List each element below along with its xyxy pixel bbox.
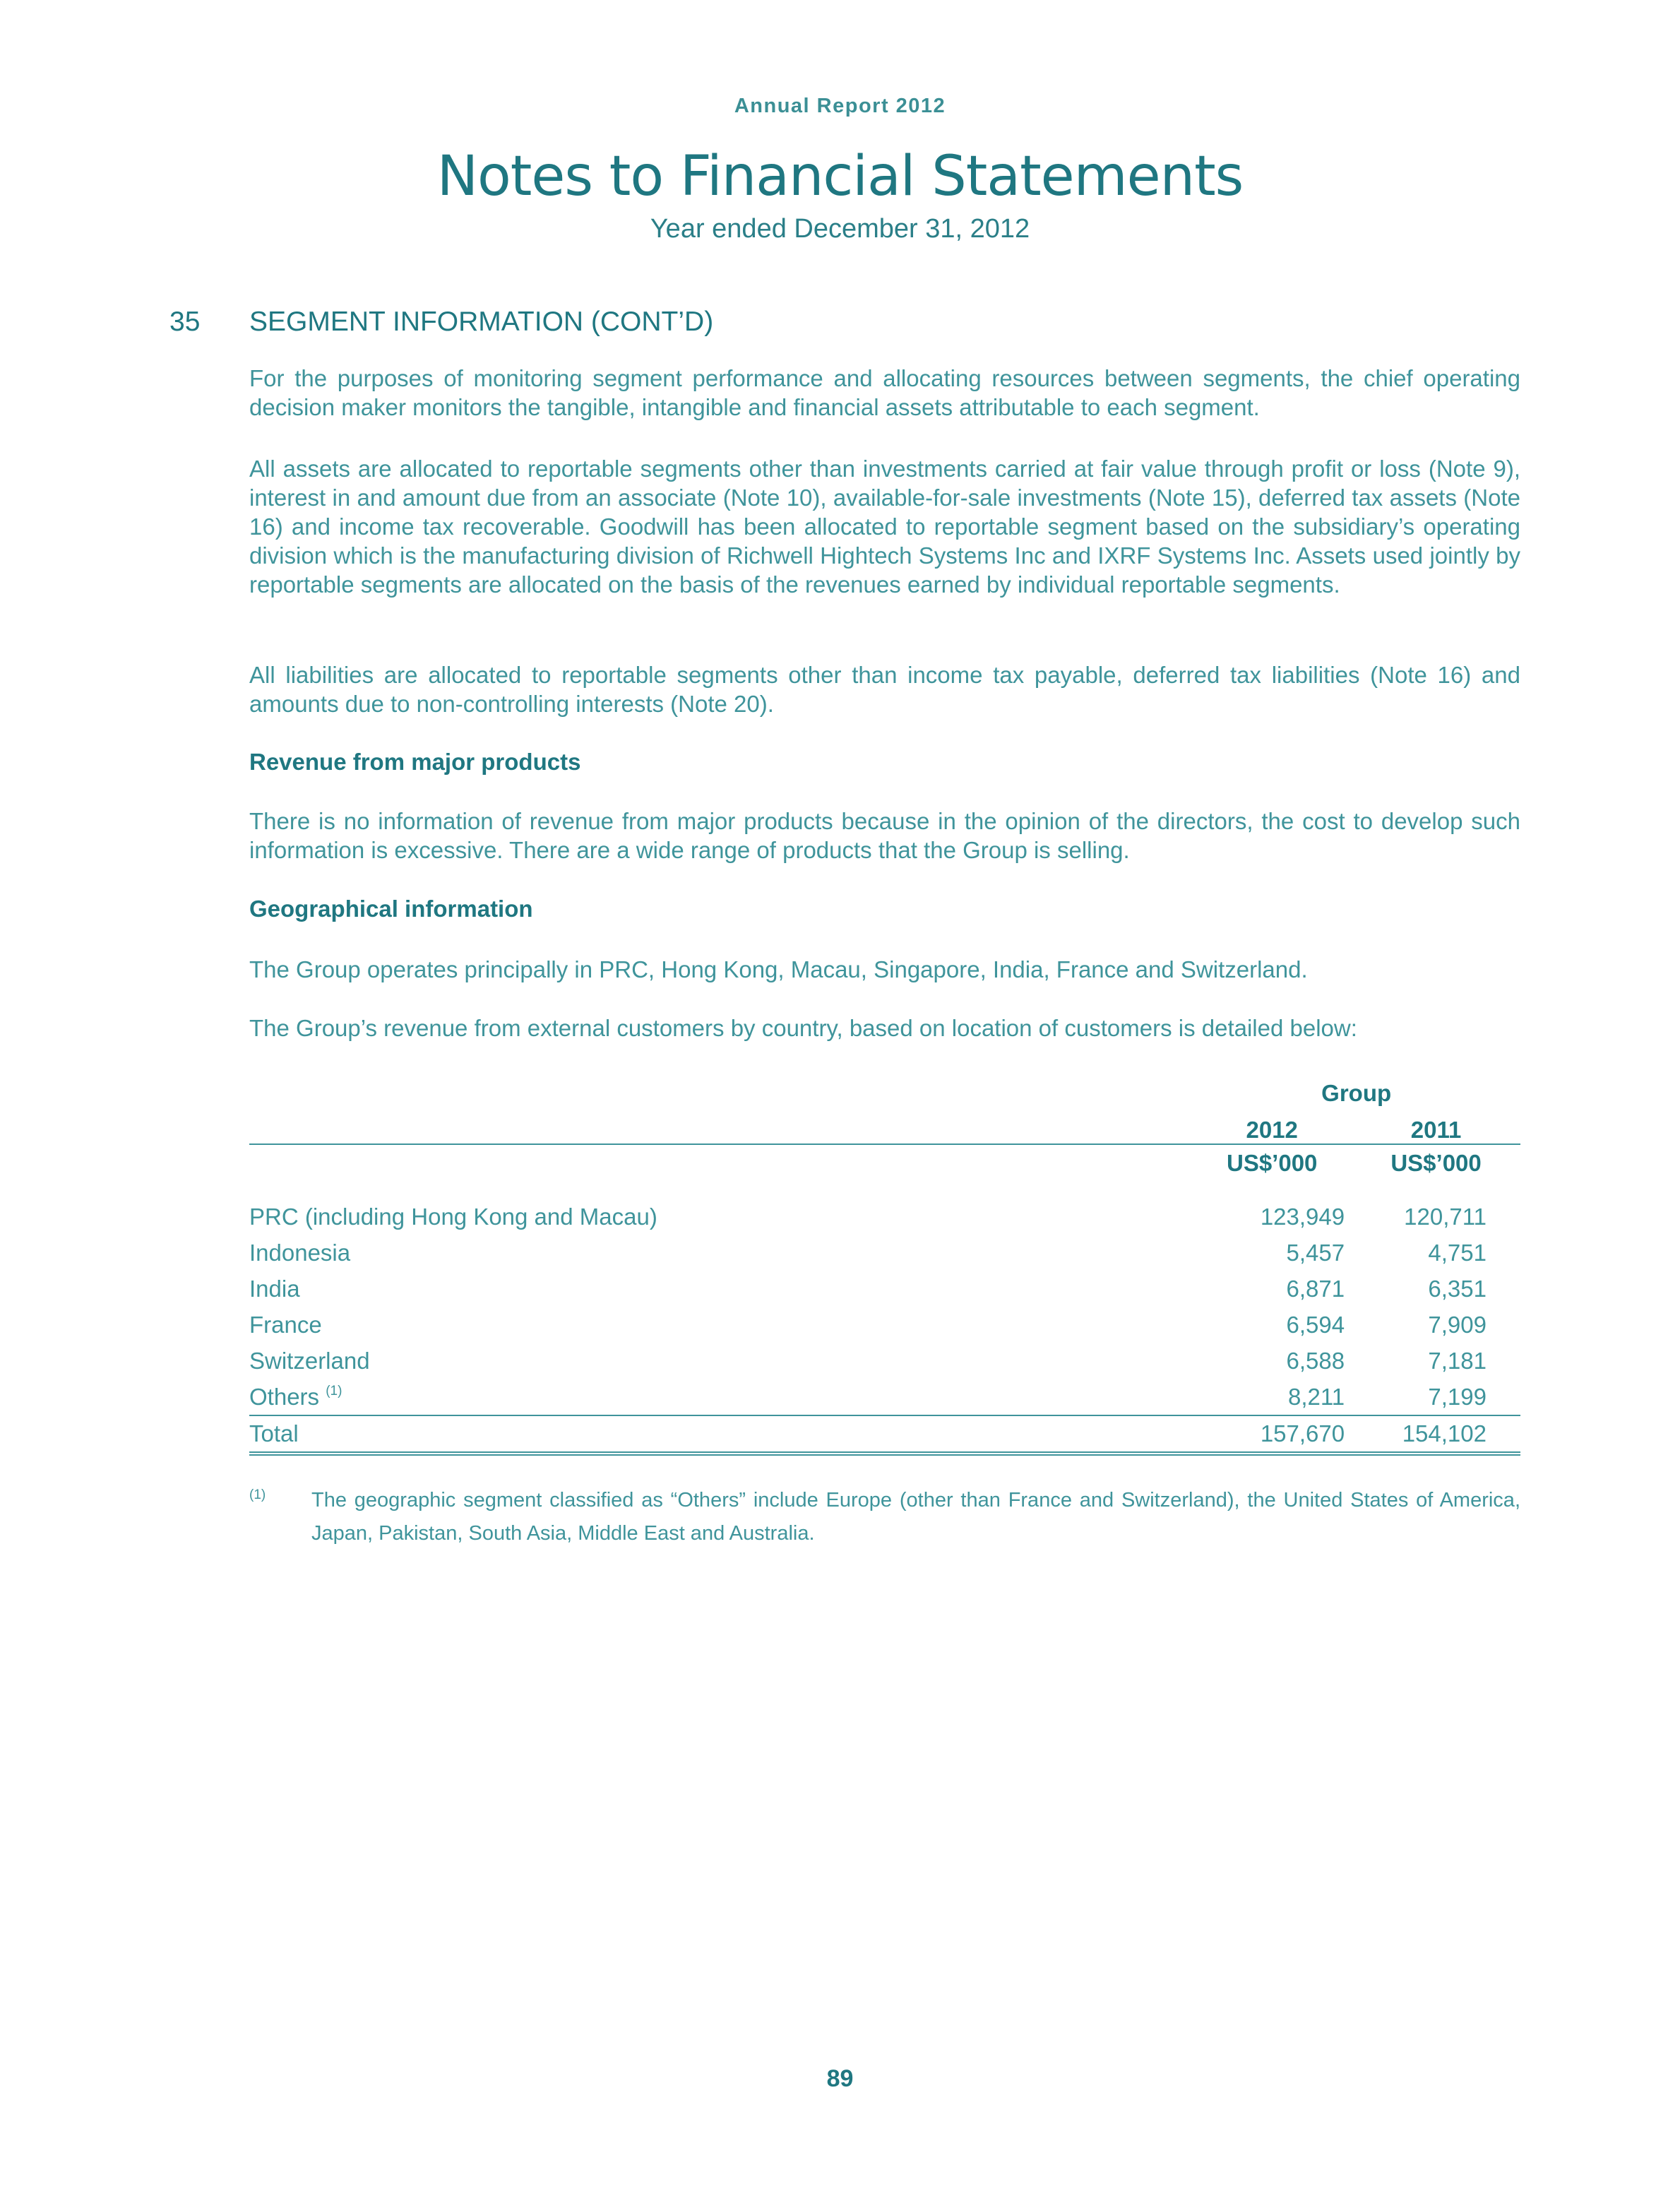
total-label: Total <box>249 1415 1192 1454</box>
row-value-2012: 123,949 <box>1260 1203 1345 1230</box>
row-value-2011: 7,199 <box>1352 1379 1520 1415</box>
row-label: Indonesia <box>249 1239 351 1266</box>
row-value-2012: 8,211 <box>1192 1379 1352 1415</box>
row-value-2012: 6,594 <box>1286 1311 1345 1338</box>
table-row <box>249 1271 1520 1307</box>
paragraph-revenue-major-products: There is no information of revenue from major products because in the opinion of the directors, the cost to develop such information is excessive. There are a wide range of products that the Group is selling. <box>249 808 1520 863</box>
total-value-2011: 154,102 <box>1352 1415 1520 1454</box>
table-spacer <box>249 1182 1520 1199</box>
page-title: Notes to Financial Statements <box>436 145 1244 208</box>
heading-revenue-major-products: Revenue from major products <box>249 749 581 775</box>
row-label-others <box>249 1379 1192 1415</box>
row-label: Switzerland <box>249 1347 370 1374</box>
row-value-2011: 6,351 <box>1428 1275 1487 1302</box>
table-row <box>249 1199 1520 1235</box>
geographical-revenue-table <box>249 1070 1520 1456</box>
table-header-unit-row <box>249 1145 1520 1182</box>
paragraph-assets: All assets are allocated to reportable segments other than investments carried at fair value through profit or loss (Note 9), interest in and amount due from an associate (Note 10), available-for-sale investments (Note 15), deferred tax assets (Note 16) and income tax recoverable. Goodwill has been allocated to reportable segment based on the subsidiary’s operating division which is the manufacturing division of Richwell Hightech Systems Inc and IXRF Systems Inc. Assets used jointly by reportable segments are allocated on the basis of the revenues earned by individual reportable segments. <box>249 456 1520 598</box>
year-header-2011: 2011 <box>1410 1117 1462 1143</box>
section-number: 35 <box>169 307 201 337</box>
paragraph-operations: The Group operates principally in PRC, Hong Kong, Macau, Singapore, India, France and Switzerland. <box>249 956 1308 982</box>
footnote-mark: (1) <box>249 1487 266 1502</box>
row-label: PRC (including Hong Kong and Macau) <box>249 1203 657 1230</box>
row-value-2012: 6,588 <box>1286 1347 1345 1374</box>
table-header-group-row <box>249 1070 1520 1107</box>
table-row <box>249 1235 1520 1271</box>
page-subtitle: Year ended December 31, 2012 <box>650 214 1030 244</box>
table-row <box>249 1343 1520 1379</box>
report-label: Annual Report 2012 <box>734 95 946 117</box>
footnote-text: The geographic segment classified as “Others” include Europe (other than France and Switzerland), the United States of America, Japan, Pakistan, South Asia, Middle East and Australia. <box>311 1489 1520 1545</box>
heading-geographical-information: Geographical information <box>249 896 533 922</box>
page-number: 89 <box>826 2065 854 2092</box>
paragraph-monitoring: For the purposes of monitoring segment performance and allocating resources between segments, the chief operating decision maker monitors the tangible, intangible and financial assets attributable to each segment. <box>249 365 1520 420</box>
row-label: France <box>249 1311 322 1338</box>
table-row <box>249 1379 1520 1415</box>
unit-header-2011: US$’000 <box>1390 1150 1482 1176</box>
row-label: Others <box>249 1383 320 1410</box>
row-value-2011: 120,711 <box>1404 1203 1487 1230</box>
row-label: India <box>249 1275 300 1302</box>
year-header-2012: 2012 <box>1246 1117 1298 1143</box>
total-value-2012: 157,670 <box>1192 1415 1352 1454</box>
table-header-year-row <box>249 1107 1520 1144</box>
group-header: Group <box>1321 1080 1392 1106</box>
paragraph-revenue-by-country: The Group’s revenue from external customers by country, based on location of customers is detailed below: <box>249 1015 1357 1041</box>
table-row <box>249 1307 1520 1343</box>
row-value-2011: 7,181 <box>1428 1347 1487 1374</box>
section-title: SEGMENT INFORMATION (CONT’D) <box>249 307 714 337</box>
row-value-2012: 6,871 <box>1286 1275 1345 1302</box>
row-value-2011: 7,909 <box>1428 1311 1487 1338</box>
table-total-row <box>249 1415 1520 1454</box>
unit-header-2012: US$’000 <box>1226 1150 1318 1176</box>
footnote-reference: (1) <box>326 1383 342 1398</box>
paragraph-liabilities: All liabilities are allocated to reportable segments other than income tax payable, deferred tax liabilities (Note 16) and amounts due to non-controlling interests (Note 20). <box>249 662 1520 717</box>
row-value-2012: 5,457 <box>1286 1239 1345 1266</box>
row-value-2011: 4,751 <box>1428 1239 1487 1266</box>
